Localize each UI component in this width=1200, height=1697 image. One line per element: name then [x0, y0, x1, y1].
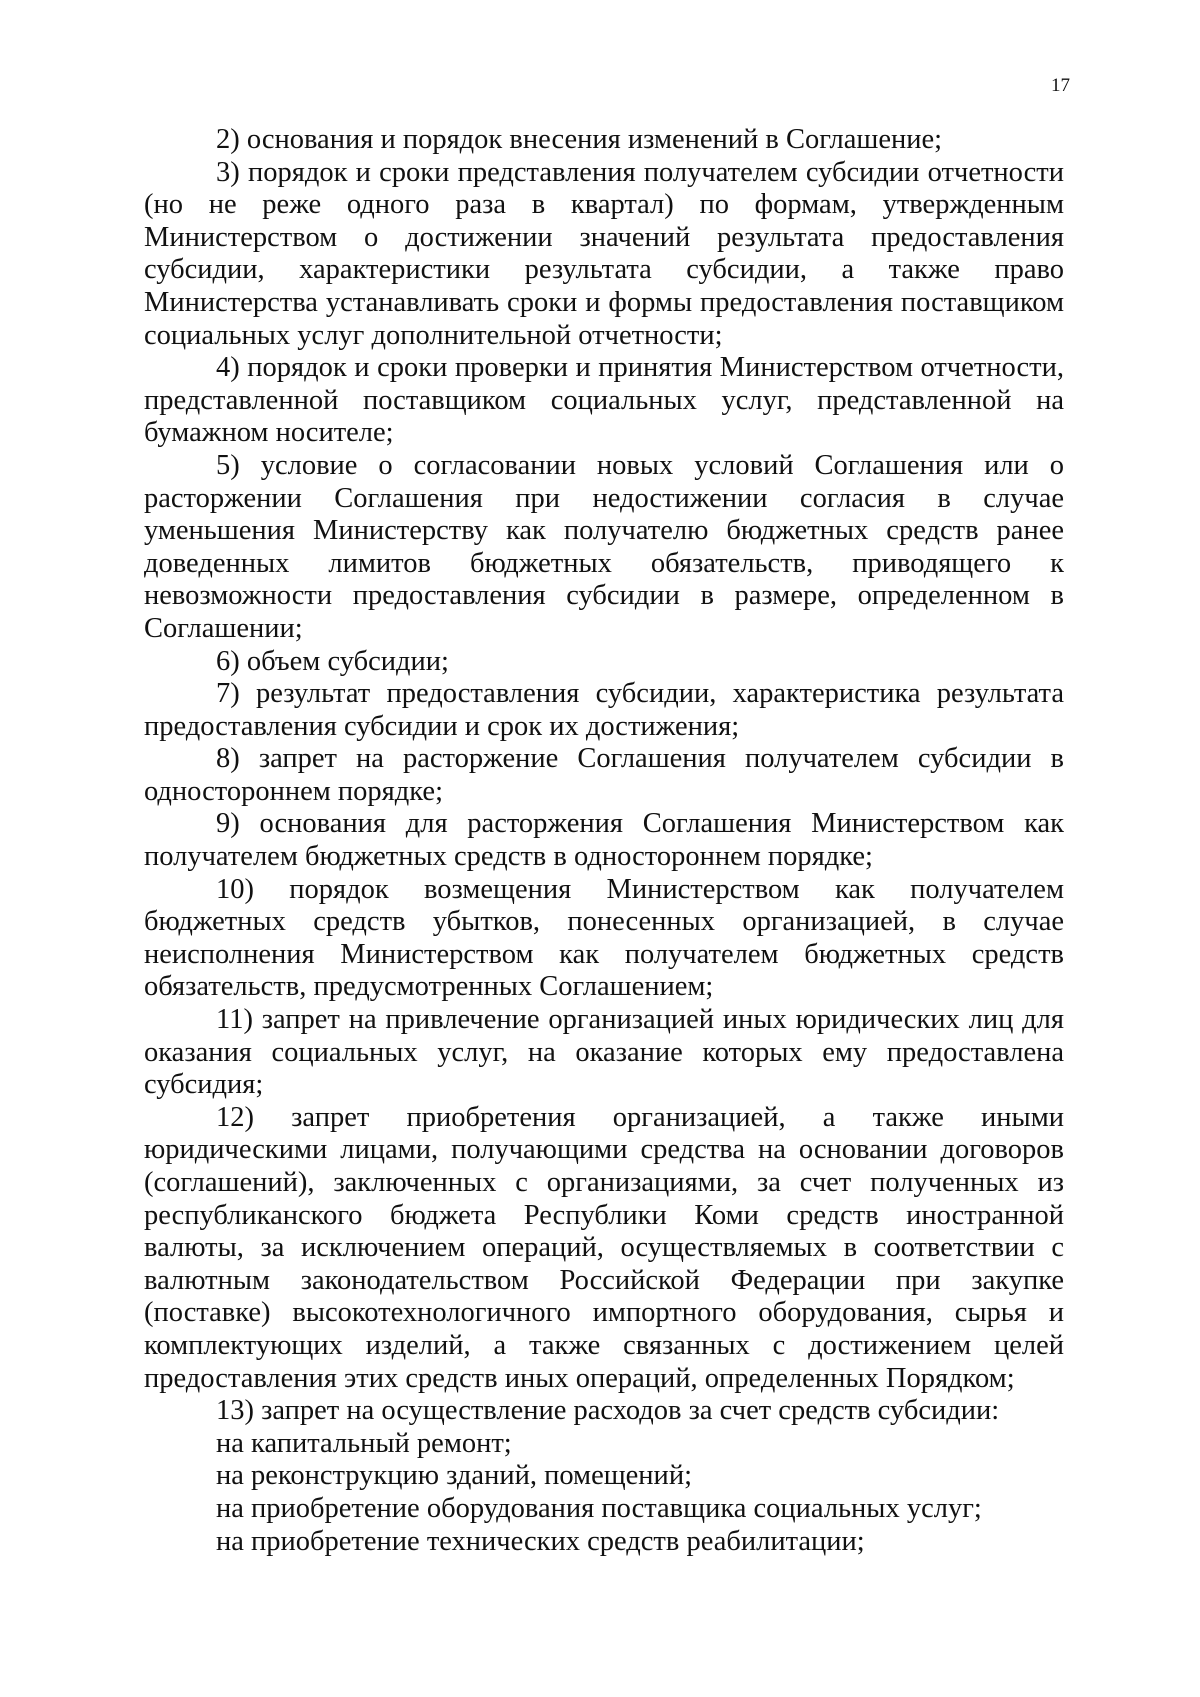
- paragraph-item-10: 10) порядок возмещения Министерством как получателем бюджетных средств убытков, понесенных организацией, в случае неисполнения Министерством как получателем бюджетных средств обязательств, предусмотренных Соглашением;: [144, 873, 1064, 1003]
- paragraph-item-3: 3) порядок и сроки представления получателем субсидии отчетности (но не реже одного раза в квартал) по формам, утвержденным Министерством о достижении значений результата предоставления субсидии, характеристики результата субсидии, а также право Министерства устанавливать сроки и формы предоставления поставщиком социальных услуг дополнительной отчетности;: [144, 156, 1064, 351]
- paragraph-item-9: 9) основания для расторжения Соглашения Министерством как получателем бюджетных средств в одностороннем порядке;: [144, 808, 1064, 873]
- subitem-rehabilitation-means: на приобретение технических средств реабилитации;: [216, 1525, 865, 1557]
- subitem-equipment-purchase: на приобретение оборудования поставщика социальных услуг;: [216, 1492, 982, 1524]
- paragraph-item-6: 6) объем субсидии;: [216, 645, 449, 677]
- subitem-capital-repair: на капитальный ремонт;: [216, 1427, 512, 1459]
- paragraph-item-2: 2) основания и порядок внесения изменений в Соглашение;: [216, 124, 943, 155]
- document-body: [144, 124, 1064, 1558]
- page-number: 17: [1051, 75, 1070, 96]
- paragraph-item-7: 7) результат предоставления субсидии, характеристика результата предоставления субсидии и срок их достижения;: [144, 678, 1064, 742]
- paragraph-item-4: 4) порядок и сроки проверки и принятия Министерством отчетности, представленной поставщиком социальных услуг, представленной на бумажном носителе;: [144, 352, 1064, 449]
- paragraph-item-13: 13) запрет на осуществление расходов за счет средств субсидии:: [216, 1395, 1000, 1427]
- paragraph-item-8: 8) запрет на расторжение Соглашения получателем субсидии в одностороннем порядке;: [144, 743, 1064, 807]
- subitem-reconstruction: на реконструкцию зданий, помещений;: [216, 1460, 692, 1492]
- paragraph-item-12: 12) запрет приобретения организацией, а также иными юридическими лицами, получающими средства на основании договоров (соглашений), заключенных с организациями, за счет полученных из республиканского бюджета Республики Коми средств иностранной валюты, за исключением операций, осуществляемых в соответствии с валютным законодательством Российской Федерации при закупке (поставке) высокотехнологичного импортного оборудования, сырья и комплектующих изделий, а также связанных с достижением целей предоставления этих средств иных операций, определенных Порядком;: [144, 1101, 1064, 1394]
- paragraph-item-5: 5) условие о согласовании новых условий Соглашения или о расторжении Соглашения при недостижении согласия в случае уменьшения Министерству как получателю бюджетных средств ранее доведенных лимитов бюджетных обязательств, приводящего к невозможности предоставления субсидии в размере, определенном в Соглашении;: [144, 449, 1064, 644]
- paragraph-item-11: 11) запрет на привлечение организацией иных юридических лиц для оказания социальных услуг, на оказание которых ему предоставлена субсидия;: [144, 1004, 1064, 1101]
